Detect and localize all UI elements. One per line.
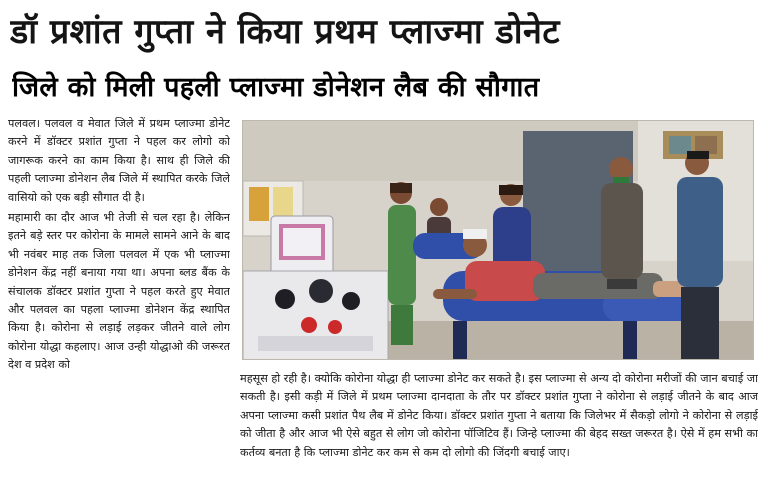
article-paragraph-2: महामारी का दौर आज भी तेजी से चल रहा है। लेकिन इतने बड़े स्तर पर कोरोना के मामले सामने आने के बाद भी नवंबर माह तक जिला पलवल में एक भी प्लाज्मा डोनेशन केंद्र नहीं बनाया गया था। अपना ब्लड बैंक के संचालक डॉक्टर प्रशांत गुप्ता ने पहल करते हुए मेवात और पलवल का पहला प्लाज्मा डोनेशन केंद्र स्थापित किया है। कोरोना से लड़ाई लड़कर जीतने वाले लोग कोरोना योद्धा कहलाए। आज उन्ही योद्धाओ की जरूरत देश व प्रदेश को bbox=[8, 211, 230, 372]
news-photo bbox=[242, 120, 754, 360]
article-paragraph-3: महसूस हो रही है। क्योकि कोरोना योद्धा ही प्लाज्मा डोनेट कर सकते है। इस प्लाज्मा से अन्य दो कोरोना मरीजों की जान बचाई जा सकती है। इसी कड़ी में जिले में प्रथम प्लाज्मा दानदाता के तौर पर डॉक्टर प्रशांत गुप्ता ने कोरोना से लड़ाई जीतने के बाद आज अपना प्लाज्मा कसी प्रशांत पैथ लैब में डोनेट किया। डॉक्टर प्रशांत गुप्ता ने बताया कि जिलेभर में सैकड़ो लोगो ने कोरोना से लड़ाई को जीता है और आज भी ऐसे बहुत से लोग जो कोरोना पॉजिटिव हैं। जिन्हे प्लाज्मा की बेहद सख्त जरूरत है। ऐसे में हम सभी का कर्तव्य बनता है कि प्लाज्मा डोनेट कर कम से कम दो लोगो की जिंदगी बचाई जाए। bbox=[240, 372, 758, 459]
article-left-column bbox=[8, 115, 230, 500]
subheadline: जिले को मिली पहली प्लाज्मा डोनेशन लैब की सौगात bbox=[12, 72, 540, 103]
person-man-blue bbox=[677, 151, 723, 360]
person-woman-green bbox=[388, 182, 416, 345]
article-bottom-column bbox=[240, 370, 758, 498]
article-paragraph-1: पलवल। पलवल व मेवात जिले में प्रथम प्लाज्मा डोनेट करने में डॉक्टर प्रशांत गुप्ता ने पहल कर लोगो को जागरूक करने का काम किया है। साथ ही जिले की पहली प्लाज्मा डोनेशन लैब जिले में स्थापित करके जिले वासियो को एक बड़ी सौगात दी है। bbox=[8, 117, 230, 204]
headline: डॉ प्रशांत गुप्ता ने किया प्रथम प्लाज्मा डोनेट bbox=[10, 12, 561, 52]
